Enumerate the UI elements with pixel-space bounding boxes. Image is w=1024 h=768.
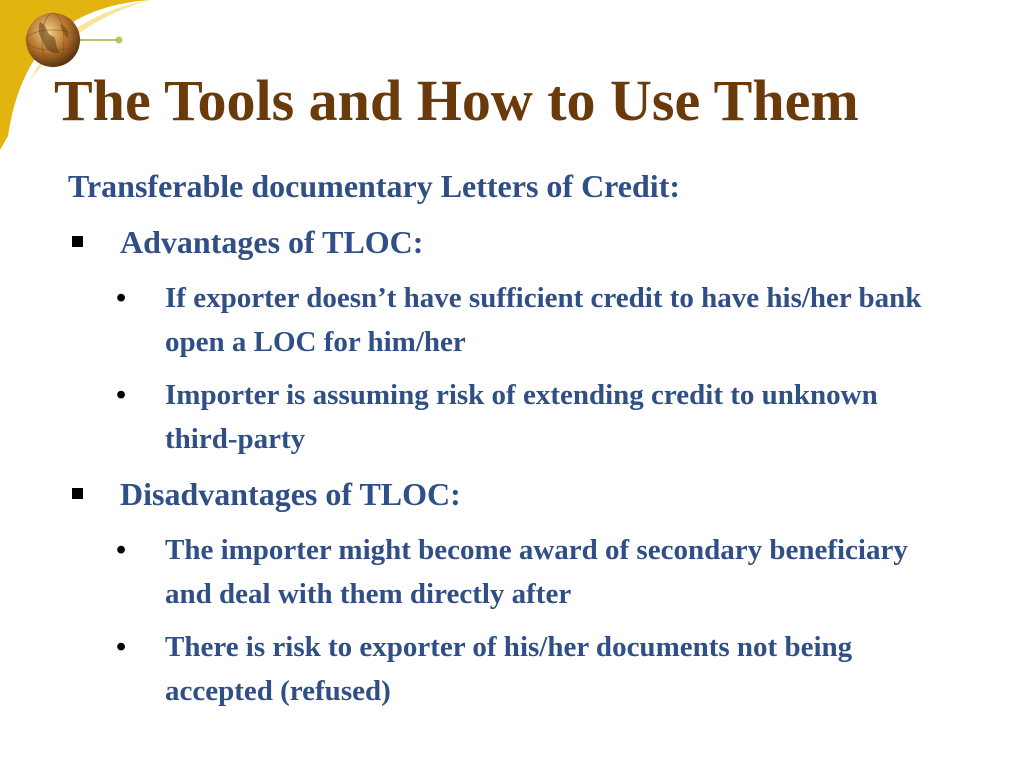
section-heading: Advantages of TLOC: [120,224,424,260]
square-bullet-icon [72,488,83,499]
list-item-text: There is risk to exporter of his/her documents not being accepted (refused) [165,631,853,707]
list-item-text: The importer might become award of secondary beneficiary and deal with them directly after [165,534,908,610]
section-heading: Disadvantages of TLOC: [120,476,461,512]
list-item [116,528,956,616]
list-item-text: Importer is assuming risk of extending credit to unknown third-party [165,379,878,455]
globe-icon [26,13,80,67]
globe-pointer-dot [116,37,123,44]
list-item [116,625,956,713]
list-item [116,276,956,364]
round-bullet-icon: • [116,379,127,411]
square-bullet-icon [72,236,83,247]
round-bullet-icon: • [116,534,127,566]
slide-title: The Tools and How to Use Them [54,68,859,133]
list-item-text: If exporter doesn’t have sufficient credit to have his/her bank open a LOC for him/her [165,282,922,358]
round-bullet-icon: • [116,631,127,663]
intro-heading: Transferable documentary Letters of Credit: [68,168,680,204]
list-item [116,373,956,461]
round-bullet-icon: • [116,282,127,314]
